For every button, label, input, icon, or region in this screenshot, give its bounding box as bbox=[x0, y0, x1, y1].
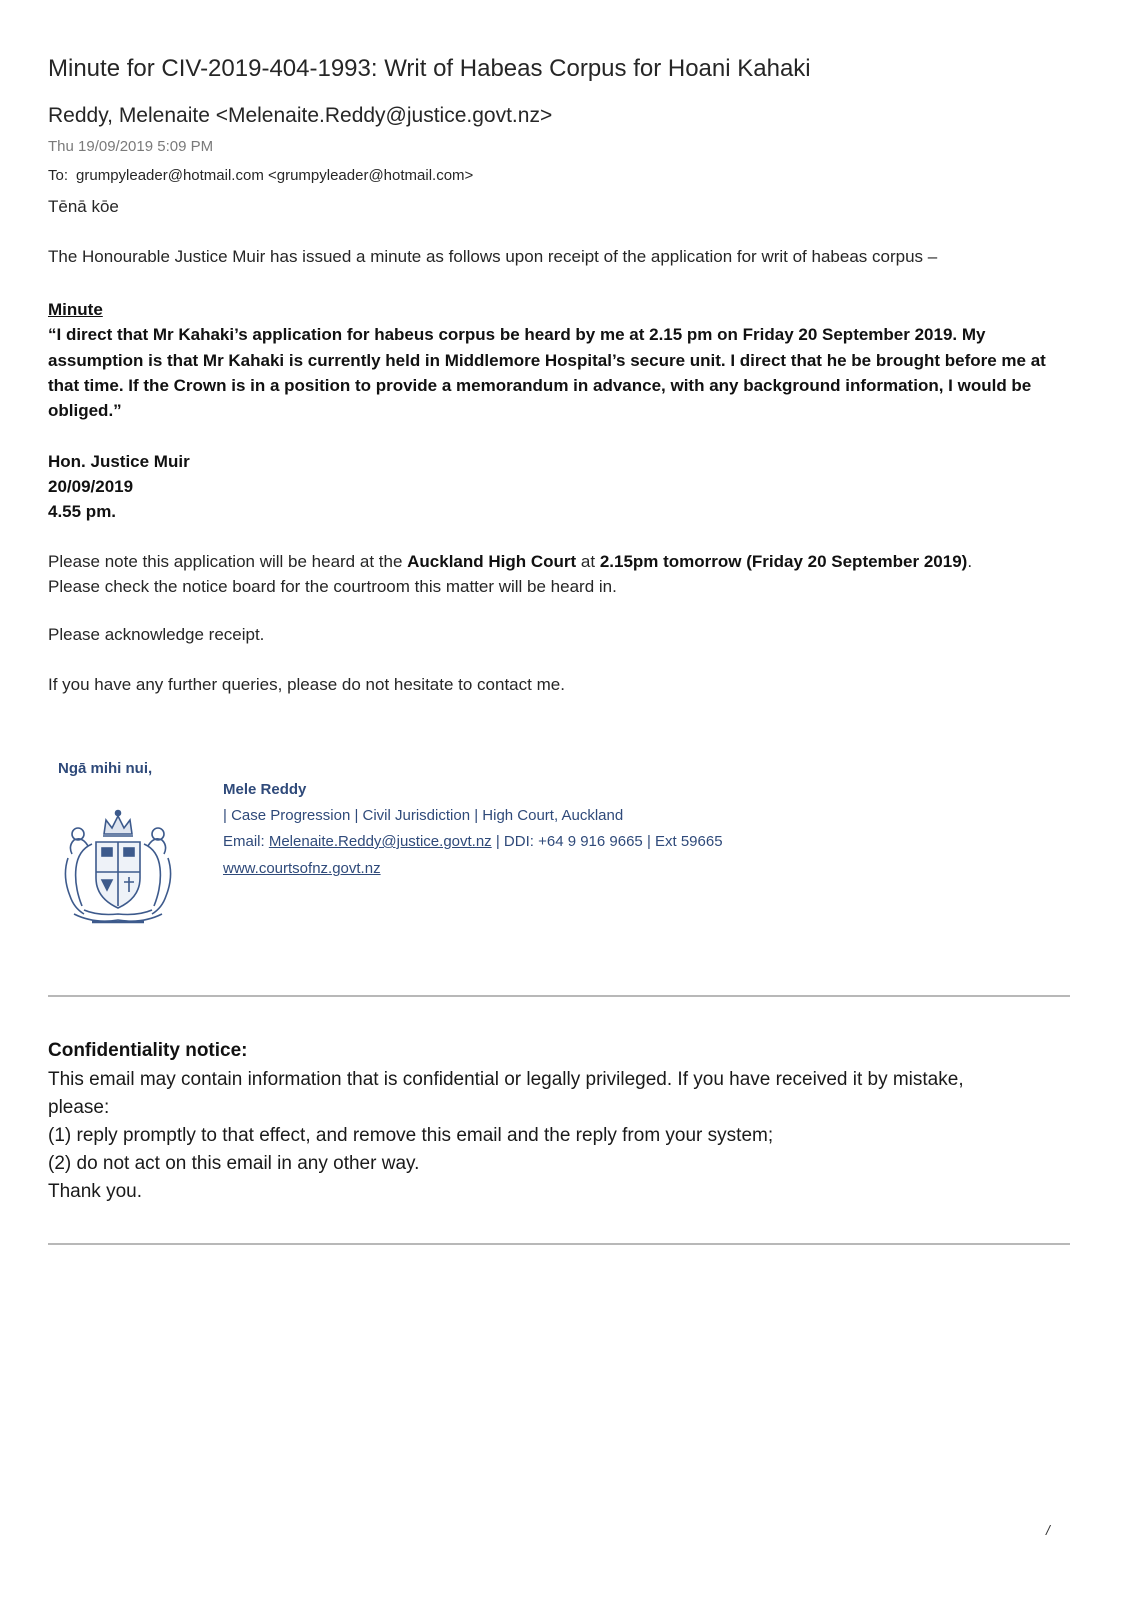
confidentiality-line: (1) reply promptly to that effect, and remove this email and the reply from your system; bbox=[48, 1125, 774, 1146]
email-sender[interactable]: Reddy, Melenaite <Melenaite.Reddy@justice.govt.nz> bbox=[48, 104, 553, 127]
note-text: at bbox=[576, 552, 600, 571]
intro-paragraph: The Honourable Justice Muir has issued a minute as follows upon receipt of the application for writ of habeas corpus – bbox=[48, 247, 938, 266]
minute-text: “I direct that Mr Kahaki’s application for habeus corpus be heard by me at 2.15 pm on Friday 20 September 2019. My assumption is that Mr Kahaki is currently held in Middlemore Hospital’s secure unit. I direct that he be brought before me at that time. If the Crown is in a position to provide a memorandum in advance, with any background information, I would be obliged.” bbox=[48, 325, 1046, 421]
minute-signatory: Hon. Justice Muir bbox=[48, 452, 190, 471]
minute-heading: Minute bbox=[48, 300, 103, 319]
divider bbox=[48, 995, 1070, 997]
note-when: 2.15pm tomorrow (Friday 20 September 2019) bbox=[599, 552, 968, 571]
minute-block bbox=[48, 297, 1078, 423]
signature-greeting: Ngā mihi nui, bbox=[58, 760, 153, 777]
ddi-info: | DDI: +64 9 916 9665 | Ext 59665 bbox=[491, 833, 723, 850]
page-number: / bbox=[1046, 1522, 1050, 1538]
to-address[interactable]: grumpyleader@hotmail.com <grumpyleader@hotmail.com> bbox=[76, 167, 474, 184]
greeting: Tēnā kōe bbox=[48, 197, 119, 216]
confidentiality-title: Confidentiality notice: bbox=[48, 1040, 248, 1061]
confidentiality-line: (2) do not act on this email in any other way. bbox=[48, 1153, 420, 1174]
signature-website bbox=[223, 860, 381, 877]
signature-name: Mele Reddy bbox=[223, 781, 307, 798]
signature-email-link[interactable]: Melenaite.Reddy@justice.govt.nz bbox=[268, 833, 492, 850]
email-subject: Minute for CIV-2019-404-1993: Writ of Habeas Corpus for Hoani Kahaki bbox=[48, 55, 811, 82]
signature-contact bbox=[223, 833, 723, 850]
email-recipients bbox=[48, 167, 473, 184]
hearing-note bbox=[48, 549, 1088, 599]
nz-coat-of-arms-icon bbox=[54, 806, 182, 928]
website-link[interactable]: www.courtsofnz.govt.nz bbox=[223, 860, 381, 877]
confidentiality-body bbox=[48, 1066, 1088, 1206]
minute-signature bbox=[48, 449, 190, 524]
note-text: Please note this application will be heard at the bbox=[48, 552, 408, 571]
confidentiality-line: Thank you. bbox=[48, 1181, 142, 1202]
note-text: . bbox=[967, 552, 973, 571]
minute-date: 20/09/2019 bbox=[48, 477, 134, 496]
divider bbox=[48, 1243, 1070, 1245]
note-line2: Please check the notice board for the courtroom this matter will be heard in. bbox=[48, 577, 617, 596]
email-date: Thu 19/09/2019 5:09 PM bbox=[48, 138, 214, 155]
acknowledge-request: Please acknowledge receipt. bbox=[48, 625, 265, 644]
confidentiality-line: please: bbox=[48, 1097, 110, 1118]
confidentiality-line: This email may contain information that is confidential or legally privileged. If you have received it by mistake, bbox=[48, 1069, 964, 1090]
to-label: To: bbox=[48, 167, 69, 184]
signature-role: | Case Progression | Civil Jurisdiction | High Court, Auckland bbox=[223, 807, 624, 824]
queries-line: If you have any further queries, please do not hesitate to contact me. bbox=[48, 675, 565, 694]
email-label: Email: bbox=[223, 833, 269, 850]
minute-time: 4.55 pm. bbox=[48, 502, 117, 521]
note-location: Auckland High Court bbox=[407, 552, 577, 571]
